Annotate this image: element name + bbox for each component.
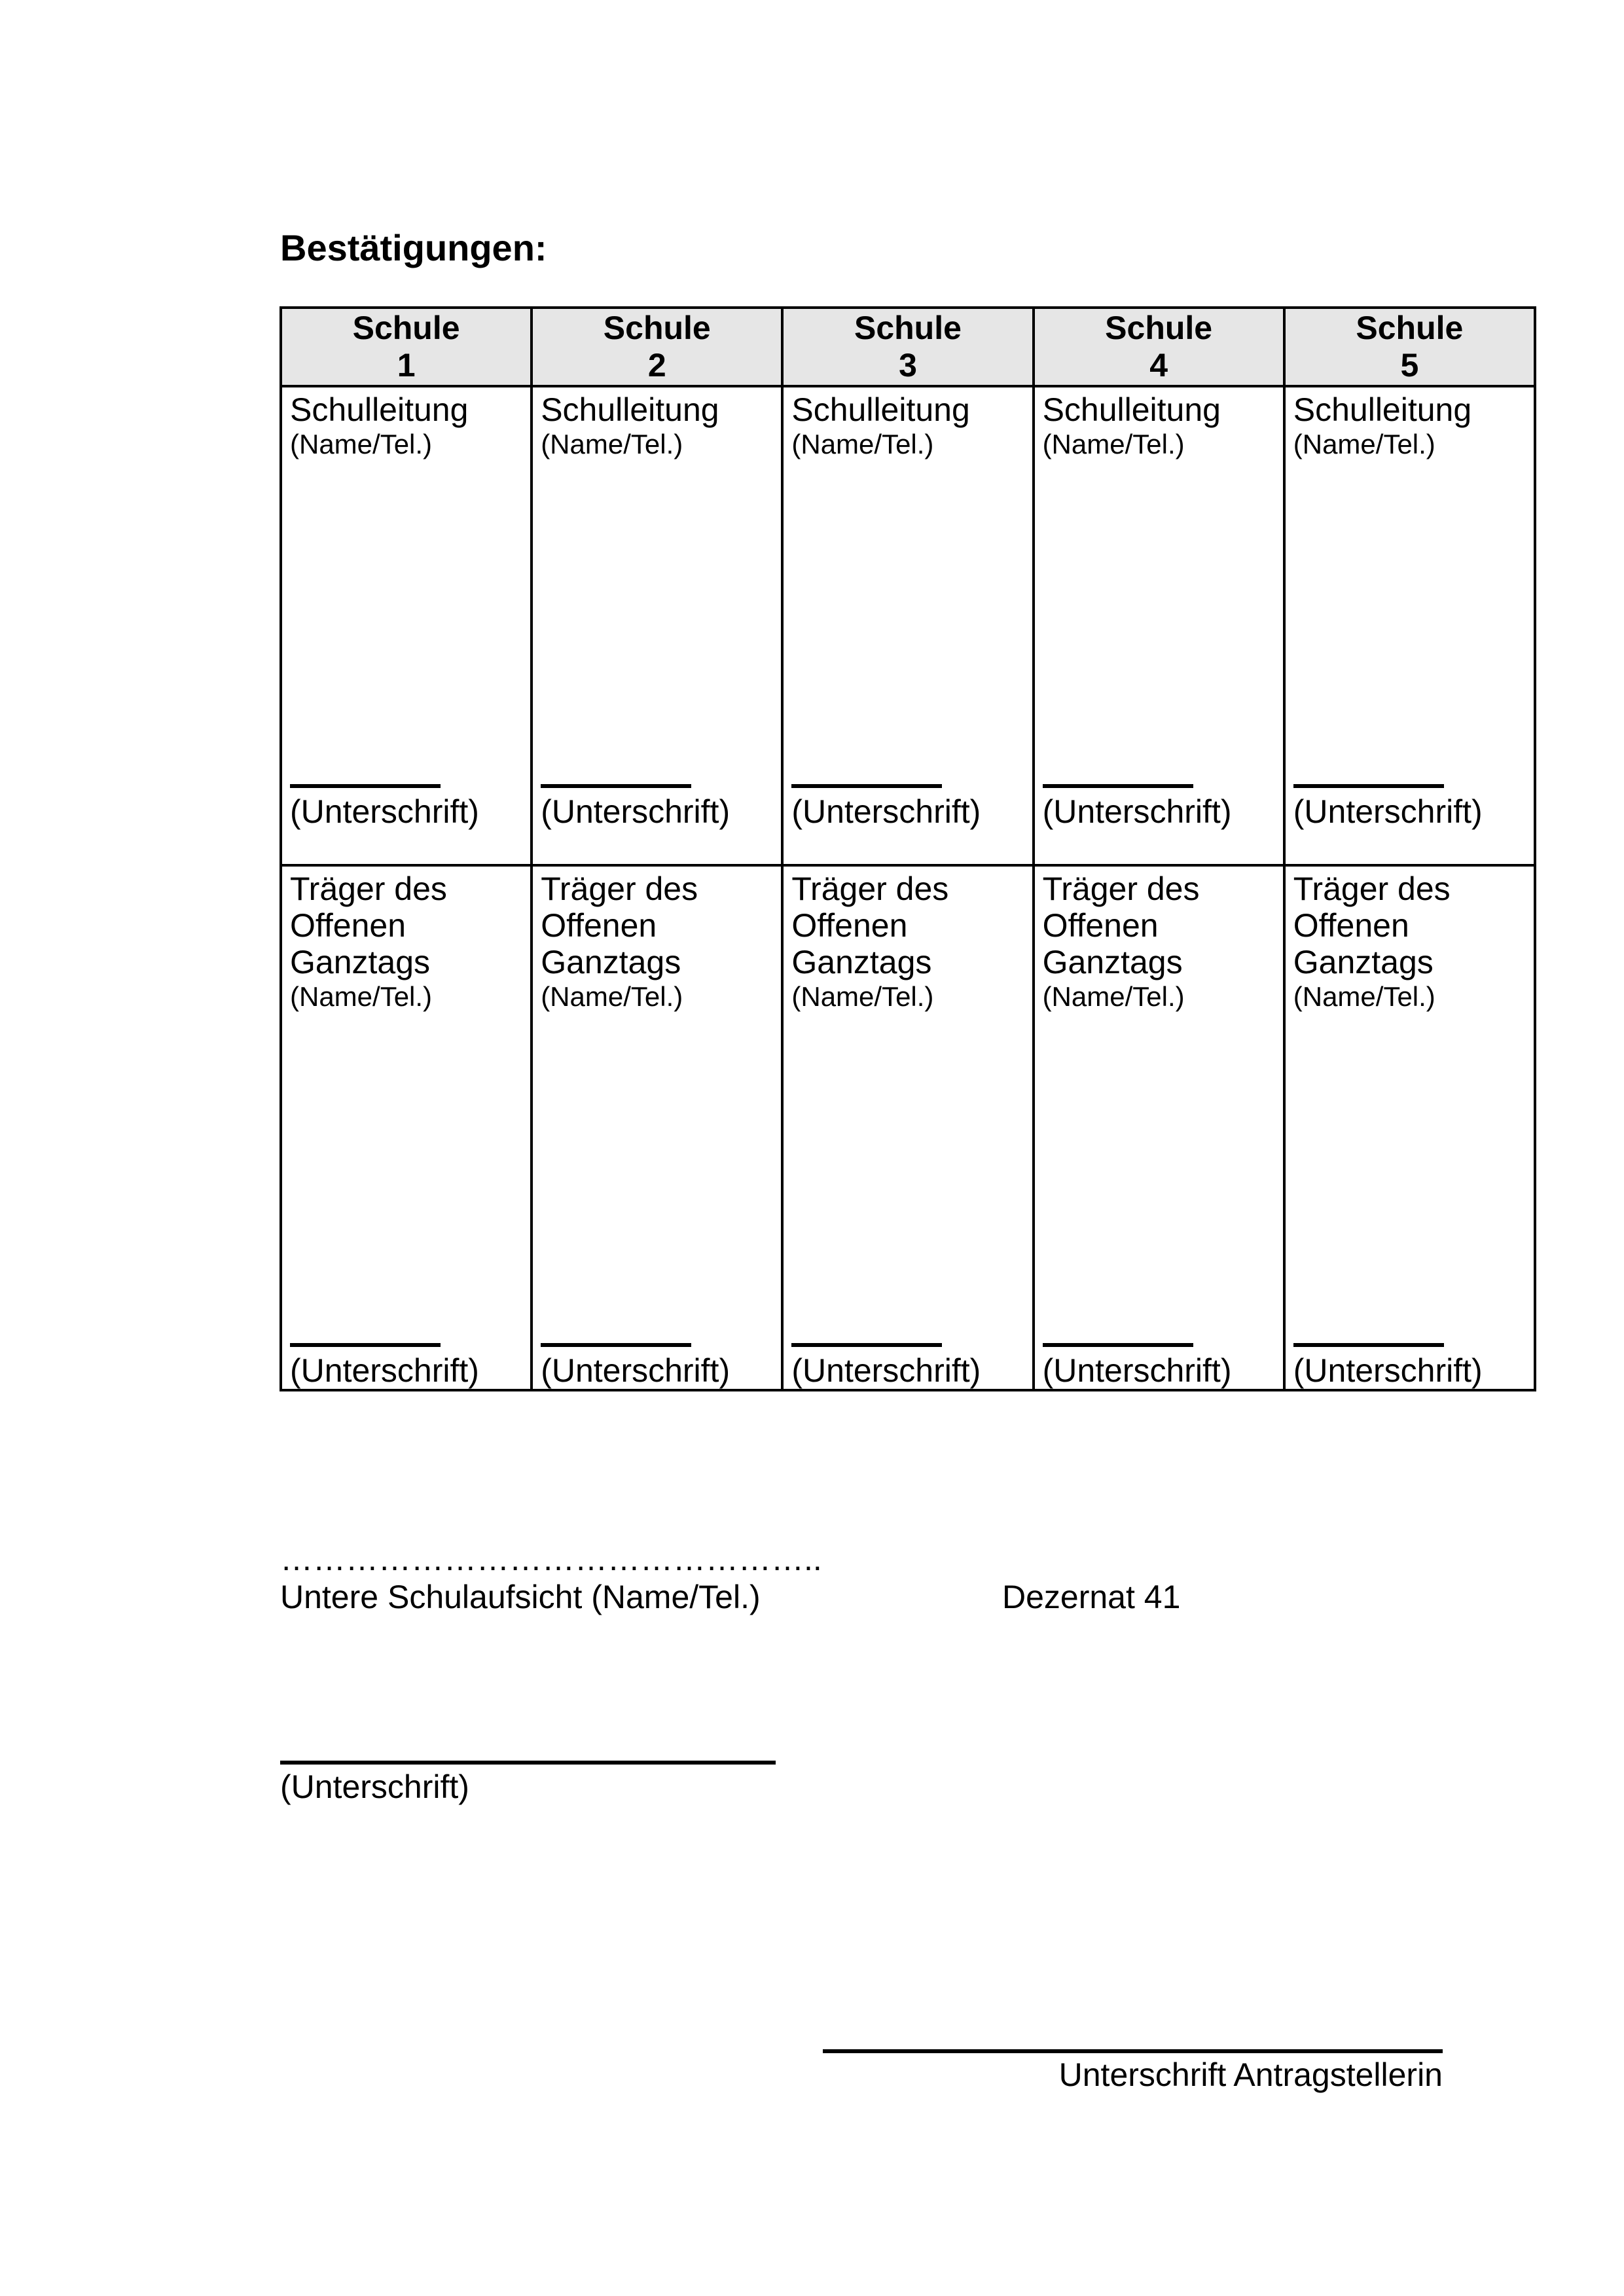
signature-caption: (Unterschrift) [1042, 1352, 1232, 1389]
traeger-cell-2 [532, 865, 782, 1390]
signature-line [290, 784, 441, 788]
applicant-signature-caption: Unterschrift Antragstellerin [1058, 2056, 1443, 2093]
signature-line [1043, 784, 1193, 788]
page-title: Bestätigungen: [280, 227, 547, 268]
schulleitung-cell-5 [1284, 386, 1535, 865]
column-header-number: 1 [397, 347, 416, 384]
authority-signature-line [280, 1761, 776, 1765]
column-header-number: 2 [647, 347, 666, 384]
cell-sublabel: (Name/Tel.) [1042, 981, 1185, 1012]
signature-area [290, 1343, 479, 1389]
signature-area [1293, 784, 1483, 830]
confirmations-table [280, 306, 1536, 1391]
cell-label: Träger des Offenen Ganztags [541, 870, 698, 980]
schulleitung-cell-3 [782, 386, 1033, 865]
signature-caption: (Unterschrift) [1293, 1352, 1483, 1389]
schulleitung-cell-4 [1034, 386, 1284, 865]
cell-sublabel: (Name/Tel.) [1293, 429, 1435, 459]
signature-line [1043, 1343, 1193, 1347]
traeger-cell-5 [1284, 865, 1535, 1390]
schulleitung-row [281, 386, 1535, 865]
cell-label: Schulleitung [1293, 391, 1472, 428]
signature-caption: (Unterschrift) [791, 793, 981, 830]
signature-caption: (Unterschrift) [290, 793, 479, 830]
signature-line [541, 784, 691, 788]
signature-line [791, 1343, 942, 1347]
cell-sublabel: (Name/Tel.) [791, 429, 934, 459]
cell-sublabel: (Name/Tel.) [791, 981, 934, 1012]
column-header-schule-2 [532, 308, 782, 386]
column-header-schule-5 [1284, 308, 1535, 386]
traeger-cell-3 [782, 865, 1033, 1390]
column-header-schule-3 [782, 308, 1033, 386]
signature-area [1043, 1343, 1232, 1389]
column-header-label: Schule [603, 310, 711, 346]
applicant-signature-line [823, 2049, 1443, 2053]
signature-caption: (Unterschrift) [541, 1352, 731, 1389]
cell-sublabel: (Name/Tel.) [290, 981, 433, 1012]
column-header-schule-4 [1034, 308, 1284, 386]
authority-signature-caption: (Unterschrift) [280, 1768, 469, 1805]
cell-label: Schulleitung [541, 391, 719, 428]
signature-caption: (Unterschrift) [541, 793, 731, 830]
schulleitung-cell-1 [281, 386, 532, 865]
cell-label: Schulleitung [791, 391, 970, 428]
signature-line [290, 1343, 441, 1347]
cell-sublabel: (Name/Tel.) [1042, 429, 1185, 459]
cell-label: Träger des Offenen Ganztags [791, 870, 949, 980]
column-header-number: 3 [899, 347, 917, 384]
column-header-label: Schule [854, 310, 962, 346]
cell-label: Träger des Offenen Ganztags [1293, 870, 1451, 980]
signature-area [791, 784, 981, 830]
table-header-row [281, 308, 1535, 386]
column-header-number: 5 [1400, 347, 1419, 384]
signature-line [541, 1343, 691, 1347]
signature-line [1293, 784, 1444, 788]
dotted-signature-line: ………………………………………….. [280, 1541, 822, 1577]
cell-sublabel: (Name/Tel.) [290, 429, 433, 459]
authority-label: Untere Schulaufsicht (Name/Tel.) [280, 1579, 761, 1615]
department-label: Dezernat 41 [1002, 1579, 1181, 1615]
cell-label: Träger des Offenen Ganztags [1042, 870, 1200, 980]
column-header-schule-1 [281, 308, 532, 386]
signature-line [1293, 1343, 1444, 1347]
signature-area [541, 784, 730, 830]
traeger-cell-4 [1034, 865, 1284, 1390]
signature-area [1293, 1343, 1483, 1389]
cell-sublabel: (Name/Tel.) [541, 981, 683, 1012]
cell-label: Schulleitung [1042, 391, 1221, 428]
column-header-label: Schule [1356, 310, 1464, 346]
signature-area [290, 784, 479, 830]
signature-caption: (Unterschrift) [290, 1352, 479, 1389]
signature-area [541, 1343, 730, 1389]
signature-area [1043, 784, 1232, 830]
traeger-cell-1 [281, 865, 532, 1390]
signature-caption: (Unterschrift) [791, 1352, 981, 1389]
signature-line [791, 784, 942, 788]
column-header-label: Schule [352, 310, 460, 346]
signature-caption: (Unterschrift) [1042, 793, 1232, 830]
traeger-row [281, 865, 1535, 1390]
schulleitung-cell-2 [532, 386, 782, 865]
cell-label: Träger des Offenen Ganztags [290, 870, 447, 980]
signature-caption: (Unterschrift) [1293, 793, 1483, 830]
signature-area [791, 1343, 981, 1389]
cell-label: Schulleitung [290, 391, 469, 428]
column-header-number: 4 [1149, 347, 1168, 384]
cell-sublabel: (Name/Tel.) [1293, 981, 1435, 1012]
column-header-label: Schule [1105, 310, 1213, 346]
cell-sublabel: (Name/Tel.) [541, 429, 683, 459]
